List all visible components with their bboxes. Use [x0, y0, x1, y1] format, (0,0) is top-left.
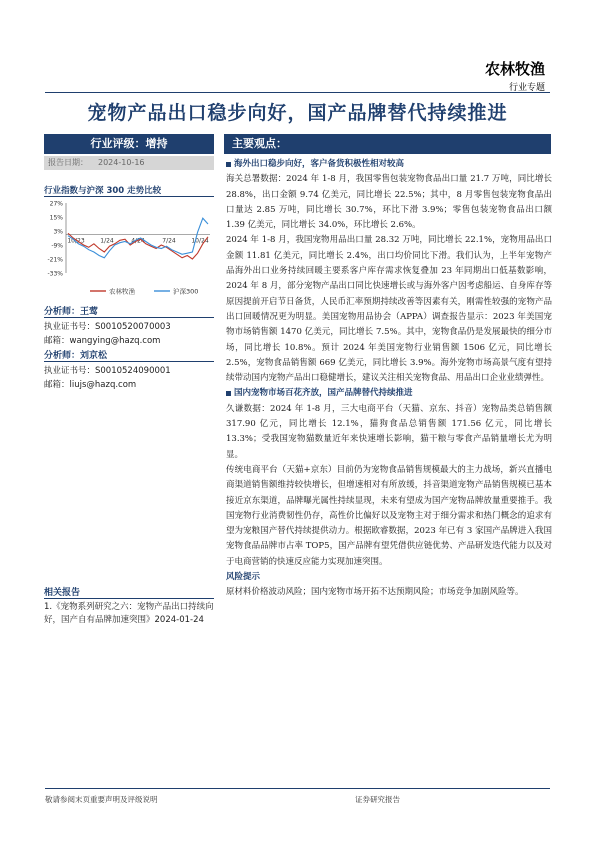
- analyst-2-email[interactable]: 邮箱：liujs@hazq.com: [44, 380, 137, 390]
- industry-category: 农林牧渔: [484, 60, 545, 78]
- report-date-value: 2024-10-16: [98, 158, 145, 167]
- related-reports-divider: [44, 598, 214, 599]
- industry-rating-bar: 行业评级：增持: [44, 134, 214, 154]
- report-title: 宠物产品出口稳步向好，国产品牌替代持续推进: [87, 102, 508, 124]
- analyst-2-license: 执业证书号：S0010524090001: [44, 366, 171, 376]
- index-comparison-chart: [38, 197, 218, 299]
- analyst-1-name: 分析师：王莺: [44, 307, 99, 317]
- footer-disclaimer: 敬请参阅末页重要声明及评级说明: [45, 795, 158, 804]
- analyst-2-name: 分析师：刘京松: [44, 351, 108, 361]
- risk-heading: 风险提示: [226, 572, 261, 583]
- x-tick-label: 4/24: [131, 237, 145, 245]
- y-tick-label: -9%: [51, 242, 63, 250]
- paragraph-export-food: 海关总署数据：2024 年 1-8 月，我国零售包装宠物食品出口量 21.7 万吨，同比增长 28.8%，出口金额 9.74 亿美元，同比增长 22.5%；其中，8 月零售包装宠物食品出口量达 2.85 万吨，同比增长 30.7%，环比下滑 3.9%；零售包装宠物食品出口额 1.39 亿美元，同比增长 34.0%，环比增长 2.6%。: [226, 174, 552, 231]
- analyst-2-divider: [44, 361, 214, 362]
- paragraph-export-supplies: 2024 年 1-8 月，我国宠物用品出口量 28.32 万吨，同比增长 22.1%，宠物用品出口金额 11.81 亿美元，同比增长 2.4%，出口均价同比下滑。我们认为，上半年宠物产品海外出口业务持续回暖主要系客户库存需求恢复叠加 23 年同期出口低基数影响，2024 年 8 月，部分宠物产品出口同比快速增长或与海外客户因考虑船运、自身库存等原因提前开启节日备货，人民币汇率预期持续改善等因素有关，刚需性较强的宠物产品出口回暖情况更为明显。美国宠物用品协会（APPA）调查报告显示：2023 年美国宠物市场销售额 1470 亿美元，同比增长 7.5%。其中，宠物食品仍是发展最快的细分市场，同比增长 10.8%。预计 2024 年美国宠物行业销售额 1506 亿元，同比增长 2.5%，宠物食品销售额 669 亿美元，同比增长 3.9%。海外宠物市场高景气度有望持续带动国内宠物产品出口稳健增长，建议关注相关宠物食品、用品出口企业业绩弹性。: [226, 235, 552, 384]
- report-type: 行业专题: [508, 83, 545, 93]
- x-tick-label: 10/24: [191, 237, 209, 245]
- x-tick-label: 7/24: [162, 237, 176, 245]
- paragraph-risks: 原材料价格波动风险；国内宠物市场开拓不达预期风险；市场竞争加剧风险等。: [226, 587, 524, 598]
- analyst-1-email[interactable]: 邮箱：wangying@hazq.com: [44, 336, 161, 346]
- section-2-title: 国内宠物市场百花齐放，国产品牌替代持续推进: [226, 386, 552, 401]
- footer-divider: [45, 788, 550, 789]
- key-points-body: [226, 157, 552, 601]
- paragraph-domestic-ecommerce: 久谦数据：2024 年 1-8 月，三大电商平台（天猫、京东、抖音）宠物品类总销售额 317.90 亿元，同比增长 12.1%，猫狗食品总销售额 171.56 亿元，同比增长 13.3%；受我国宠物猫数量近年来快速增长影响，猫干粮与零食产品销量增长尤为明显。: [226, 403, 552, 460]
- report-date-label: 报告日期：: [48, 158, 88, 167]
- key-points-heading: 主要观点：: [224, 134, 551, 154]
- section-1-title: 海外出口稳步向好，客户备货积极性相对较高: [226, 157, 552, 172]
- legend-label-2: 沪深300: [173, 287, 199, 296]
- x-tick-label: 10/23: [67, 237, 85, 245]
- analyst-1-license: 执业证书号：S0010520070003: [44, 322, 171, 332]
- paragraph-domestic-brands: 传统电商平台（天猫+京东）目前仍为宠物食品销售规模最大的主力战场，新兴直播电商渠道销售额维持较快增长，但增速相对有所放缓，抖音渠道宠物产品销售规模已基本接近京东渠道，品牌曝光属性持续显现，未来有望成为国产宠物品牌放量重要推手。我国宠物行业消费韧性仍存，高性价比偏好以及宠物主对于细分需求和热门概念的追求有望为宠粮国产替代持续提供动力。根据欧睿数据，2023 年已有 3 家国产品牌进入我国宠物食品品牌市占率 TOP5，国产品牌有望凭借供应链优势、产品研发迭代能力以及对于电商营销的快速反应能力实现加速突围。: [226, 464, 552, 567]
- y-tick-label: -21%: [47, 256, 63, 264]
- footer-report-type: 证券研究报告: [355, 795, 400, 804]
- x-tick-label: 1/24: [100, 237, 114, 245]
- y-tick-label: 3%: [53, 228, 63, 236]
- y-tick-label: 27%: [49, 200, 63, 208]
- y-tick-label: 15%: [49, 214, 63, 222]
- related-reports-heading: 相关报告: [44, 588, 81, 598]
- chart-title: 行业指数与沪深 300 走势比较: [44, 186, 162, 196]
- header-divider: [45, 92, 550, 93]
- analyst-1-divider: [44, 317, 214, 318]
- y-tick-label: -33%: [47, 270, 63, 278]
- related-report-item[interactable]: 1.《宠物系列研究之六：宠物产品出口持续向好，国产自有品牌加速突围》2024-01-24: [44, 602, 214, 625]
- legend-label-1: 农林牧渔: [109, 287, 135, 296]
- report-date-bar: [44, 156, 214, 170]
